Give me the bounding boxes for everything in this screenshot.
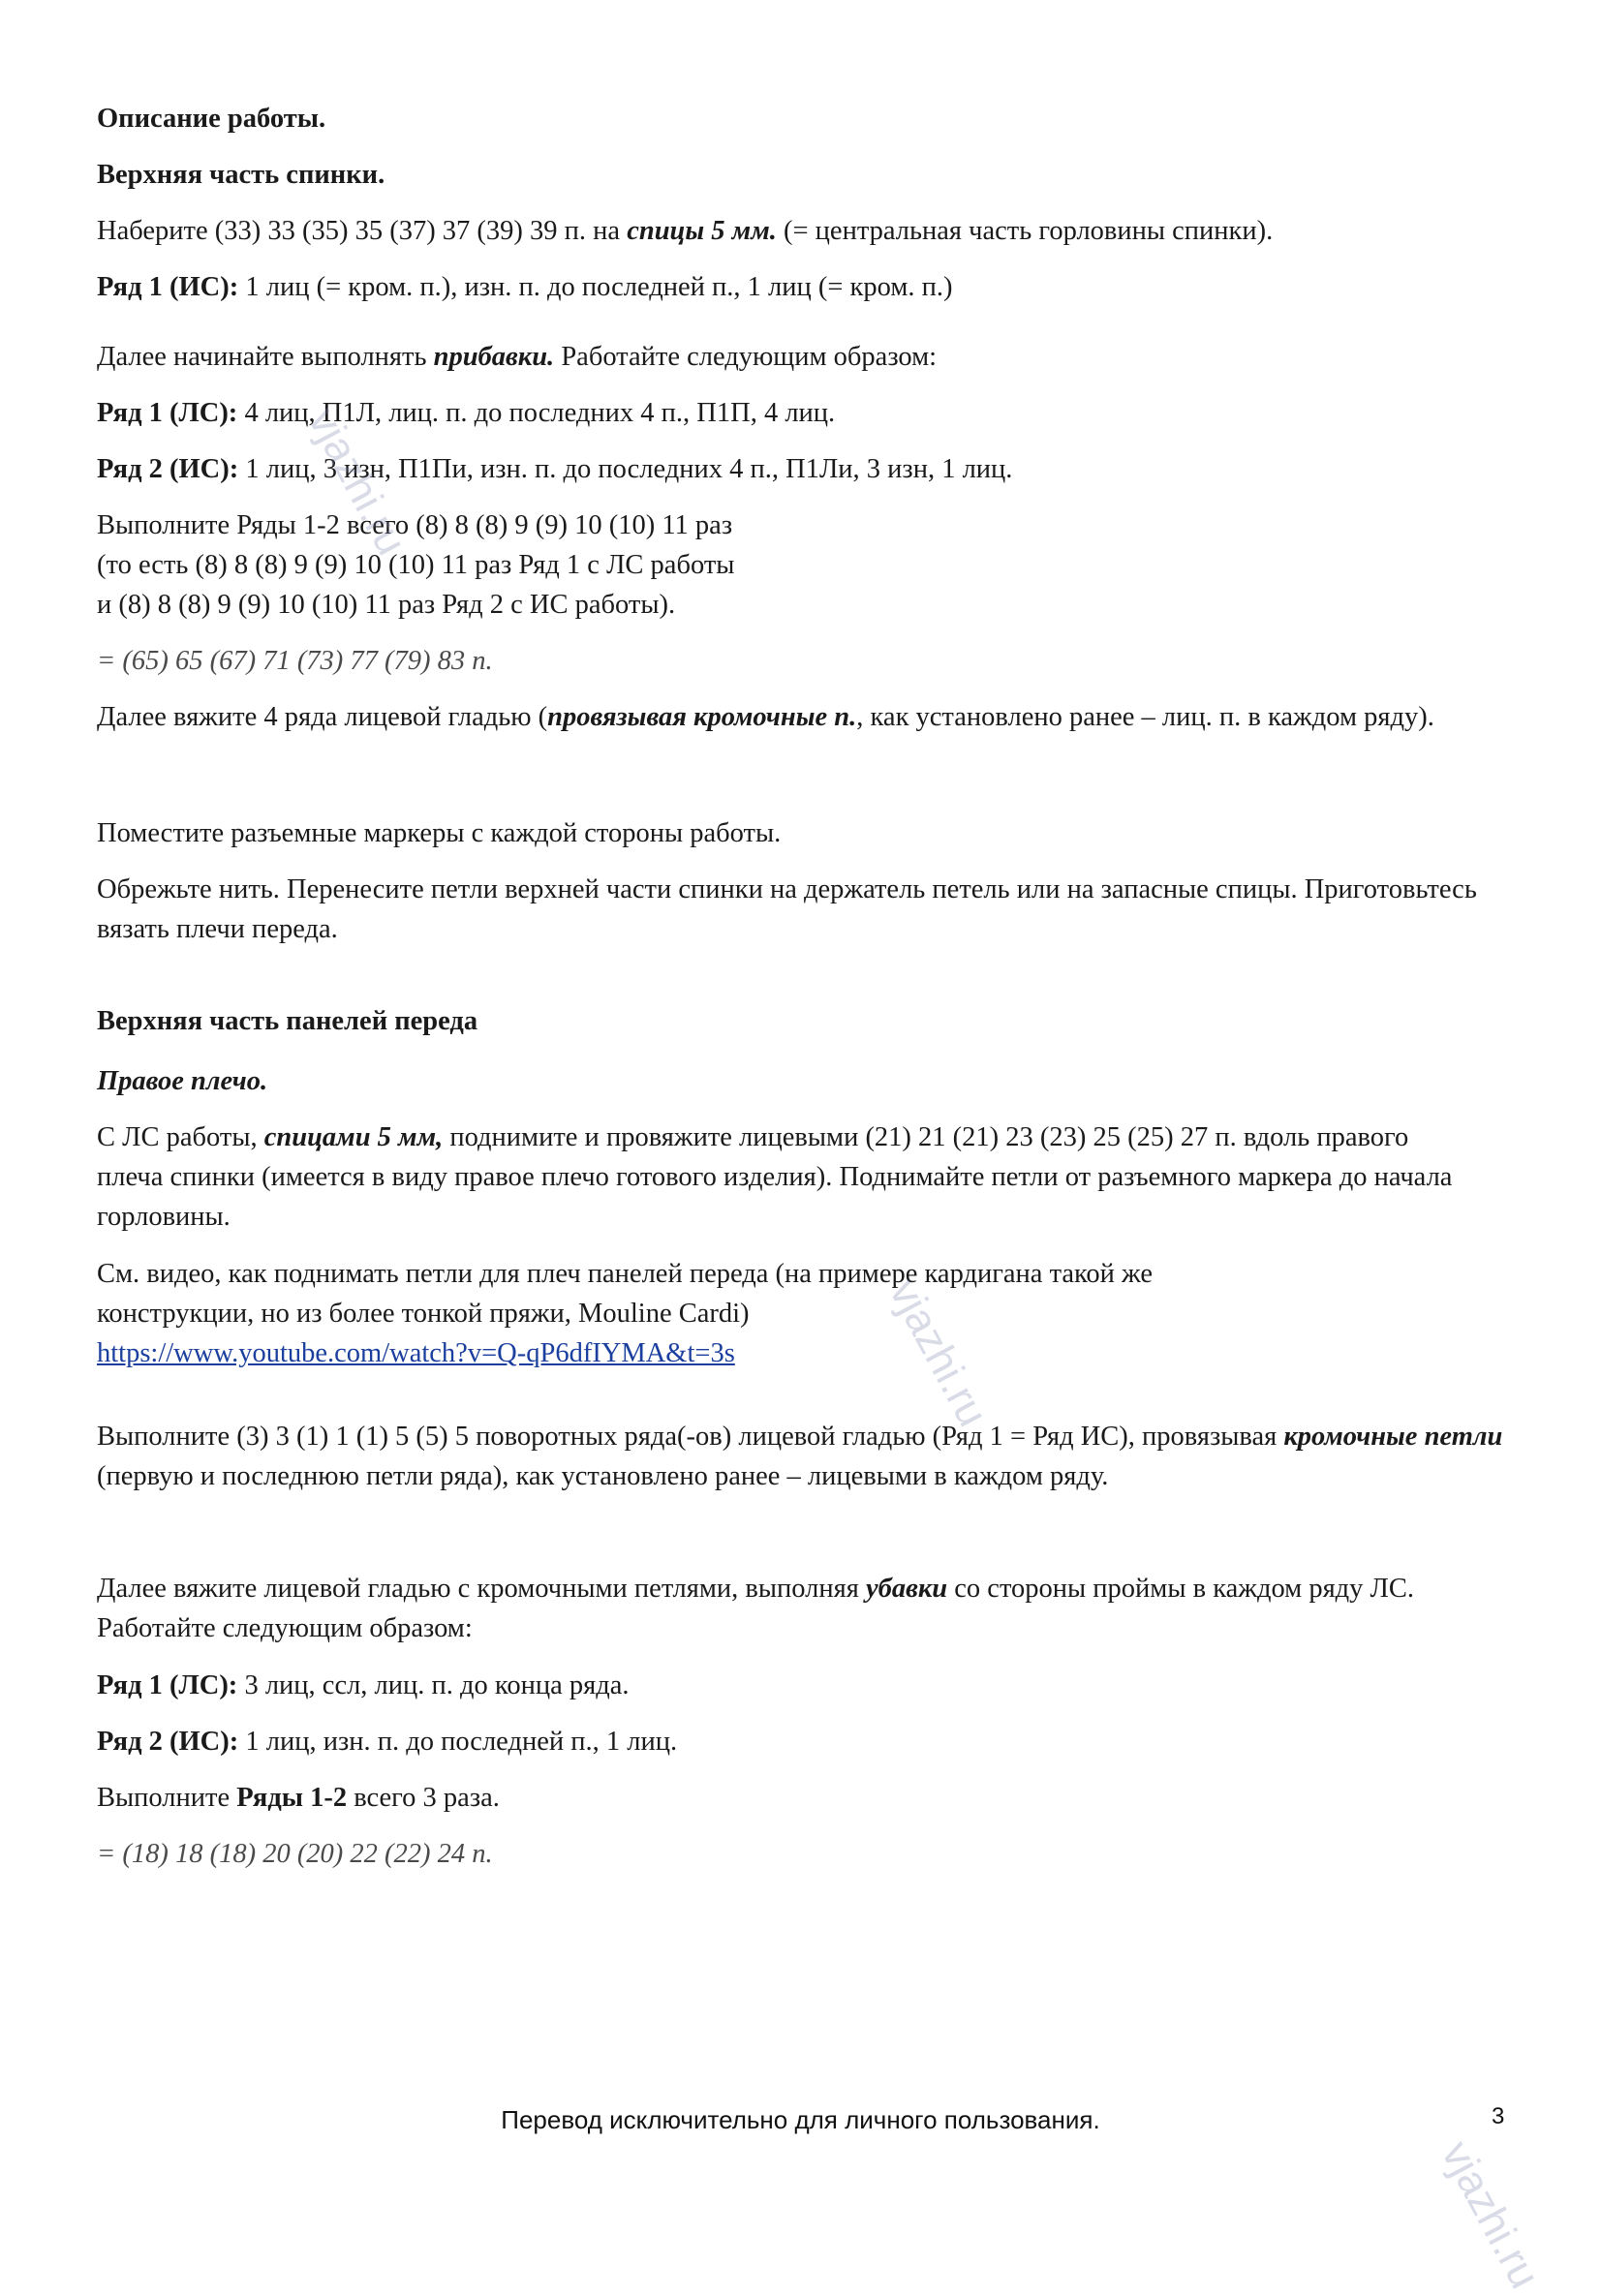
row-label: Ряд 2 (ИС): [97,454,239,484]
text: (первую и последнюю петли ряда), как установлено ранее – лицевыми в каждом ряду. [97,1461,1109,1491]
edge-stitch-emphasis: кромочные петли [1283,1422,1503,1452]
section-heading-back-upper: Верхняя часть спинки. [97,160,385,190]
text: Выполните (3) 3 (1) 1 (1) 5 (5) 5 поворотных ряда(-ов) лицевой гладью (Ряд 1 = Ряд ИС), провязывая [97,1422,1284,1452]
watermark: vjazhi.ru [1432,2133,1549,2296]
text: Наберите (33) 33 (35) 35 (37) 37 (39) 39 п. на [97,216,628,246]
text: всего 3 раза. [347,1783,500,1813]
paragraph-repeat-rows [97,505,734,625]
row-label: Ряд 1 (ЛС): [97,398,238,428]
text: Далее вяжите 4 ряда лицевой гладью ( [97,702,548,732]
paragraph-increases [97,337,937,377]
paragraph-video [97,1254,1153,1373]
paragraph-short-rows [97,1417,1511,1496]
text-line: конструкции, но из более тонкой пряжи, Mouline Cardi) [97,1299,750,1329]
paragraph-repeat [97,1778,500,1818]
watermark: vjazhi.ru [879,1271,997,1434]
stitch-count: = (65) 65 (67) 71 (73) 77 (79) 83 п. [97,646,493,676]
text: 3 лиц, ссл, лиц. п. до конца ряда. [237,1670,630,1700]
row-label: Ряд 2 (ИС): [97,1727,239,1757]
text: Работайте следующим образом: [554,342,938,372]
increases-emphasis: прибавки. [433,342,555,372]
row-instruction [97,1666,629,1705]
paragraph-pick-up [97,1117,1472,1237]
text-line: См. видео, как поднимать петли для плеч панелей переда (на примере кардигана такой же [97,1259,1154,1289]
row-label: Ряд 1 (ИС): [97,272,239,302]
text: 1 лиц, 3 изн, П1Пи, изн. п. до последних 4 п., П1Ли, 3 изн, 1 лиц. [238,454,1013,484]
section-heading-description: Описание работы. [97,104,326,134]
paragraph-markers: Поместите разъемные маркеры с каждой стороны работы. [97,818,782,848]
section-heading-front-panels: Верхняя часть панелей переда [97,1006,478,1036]
text: Далее вяжите лицевой гладью с кромочными петлями, выполняя [97,1574,866,1604]
text: (= центральная часть горловины спинки). [776,216,1274,246]
needle-size-emphasis: спицы 5 мм. [627,216,777,246]
page-number: 3 [1492,2103,1505,2129]
text-line: (то есть (8) 8 (8) 9 (9) 10 (10) 11 раз Ряд 1 с ЛС работы [97,550,735,580]
text: С ЛС работы, [97,1122,264,1152]
footer-note: Перевод исключительно для личного пользования. [501,2105,1100,2134]
text: 1 лиц (= кром. п.), изн. п. до последней п., 1 лиц (= кром. п.) [238,272,953,302]
rows-emphasis: Ряды 1-2 [236,1783,348,1813]
decreases-emphasis: убавки [865,1574,948,1604]
paragraph-cut-yarn: Обрежьте нить. Перенесите петли верхней части спинки на держатель петель или на запасные спицы. Приготовьтесь вязать плечи переда. [97,874,1477,944]
row-instruction [97,393,835,433]
text: 4 лиц, П1Л, лиц. п. до последних 4 п., П1П, 4 лиц. [237,398,836,428]
text: , как установлено ранее – лиц. п. в каждом ряду). [856,702,1434,732]
video-link[interactable]: https://www.youtube.com/watch?v=Q-qP6dfIYMA&t=3s [97,1338,735,1368]
subsection-heading-right-shoulder: Правое плечо. [97,1066,268,1096]
row-instruction [97,1722,677,1761]
edge-stitch-emphasis: провязывая кромочные п. [547,702,857,732]
text-line: и (8) 8 (8) 9 (9) 10 (10) 11 раз Ряд 2 с ИС работы). [97,590,676,620]
watermark: vjazhi.ru [298,400,416,563]
paragraph-cast-on [97,211,1273,251]
row-instruction [97,267,953,307]
text: Выполните [97,1783,237,1813]
needle-size-emphasis: спицами 5 мм, [263,1122,444,1152]
text: 1 лиц, изн. п. до последней п., 1 лиц. [238,1727,678,1757]
row-instruction [97,449,1012,489]
row-label: Ряд 1 (ЛС): [97,1670,238,1700]
text: поднимите и провяжите лицевыми (21) 21 (21) 23 (23) 25 (25) 27 п. вдоль правого плеча спинки (имеется в виду правое плечо готового изделия). Поднимайте петли от разъемного маркера до начала горловины. [97,1122,1453,1232]
text: Далее начинайте выполнять [97,342,434,372]
stitch-count: = (18) 18 (18) 20 (20) 22 (22) 24 п. [97,1839,493,1869]
text-line: Выполните Ряды 1-2 всего (8) 8 (8) 9 (9) 10 (10) 11 раз [97,510,733,540]
paragraph-decreases [97,1569,1472,1648]
text: со стороны проймы в каждом ряду ЛС. Работайте следующим образом: [97,1574,1415,1643]
paragraph-stockinette [97,697,1472,737]
